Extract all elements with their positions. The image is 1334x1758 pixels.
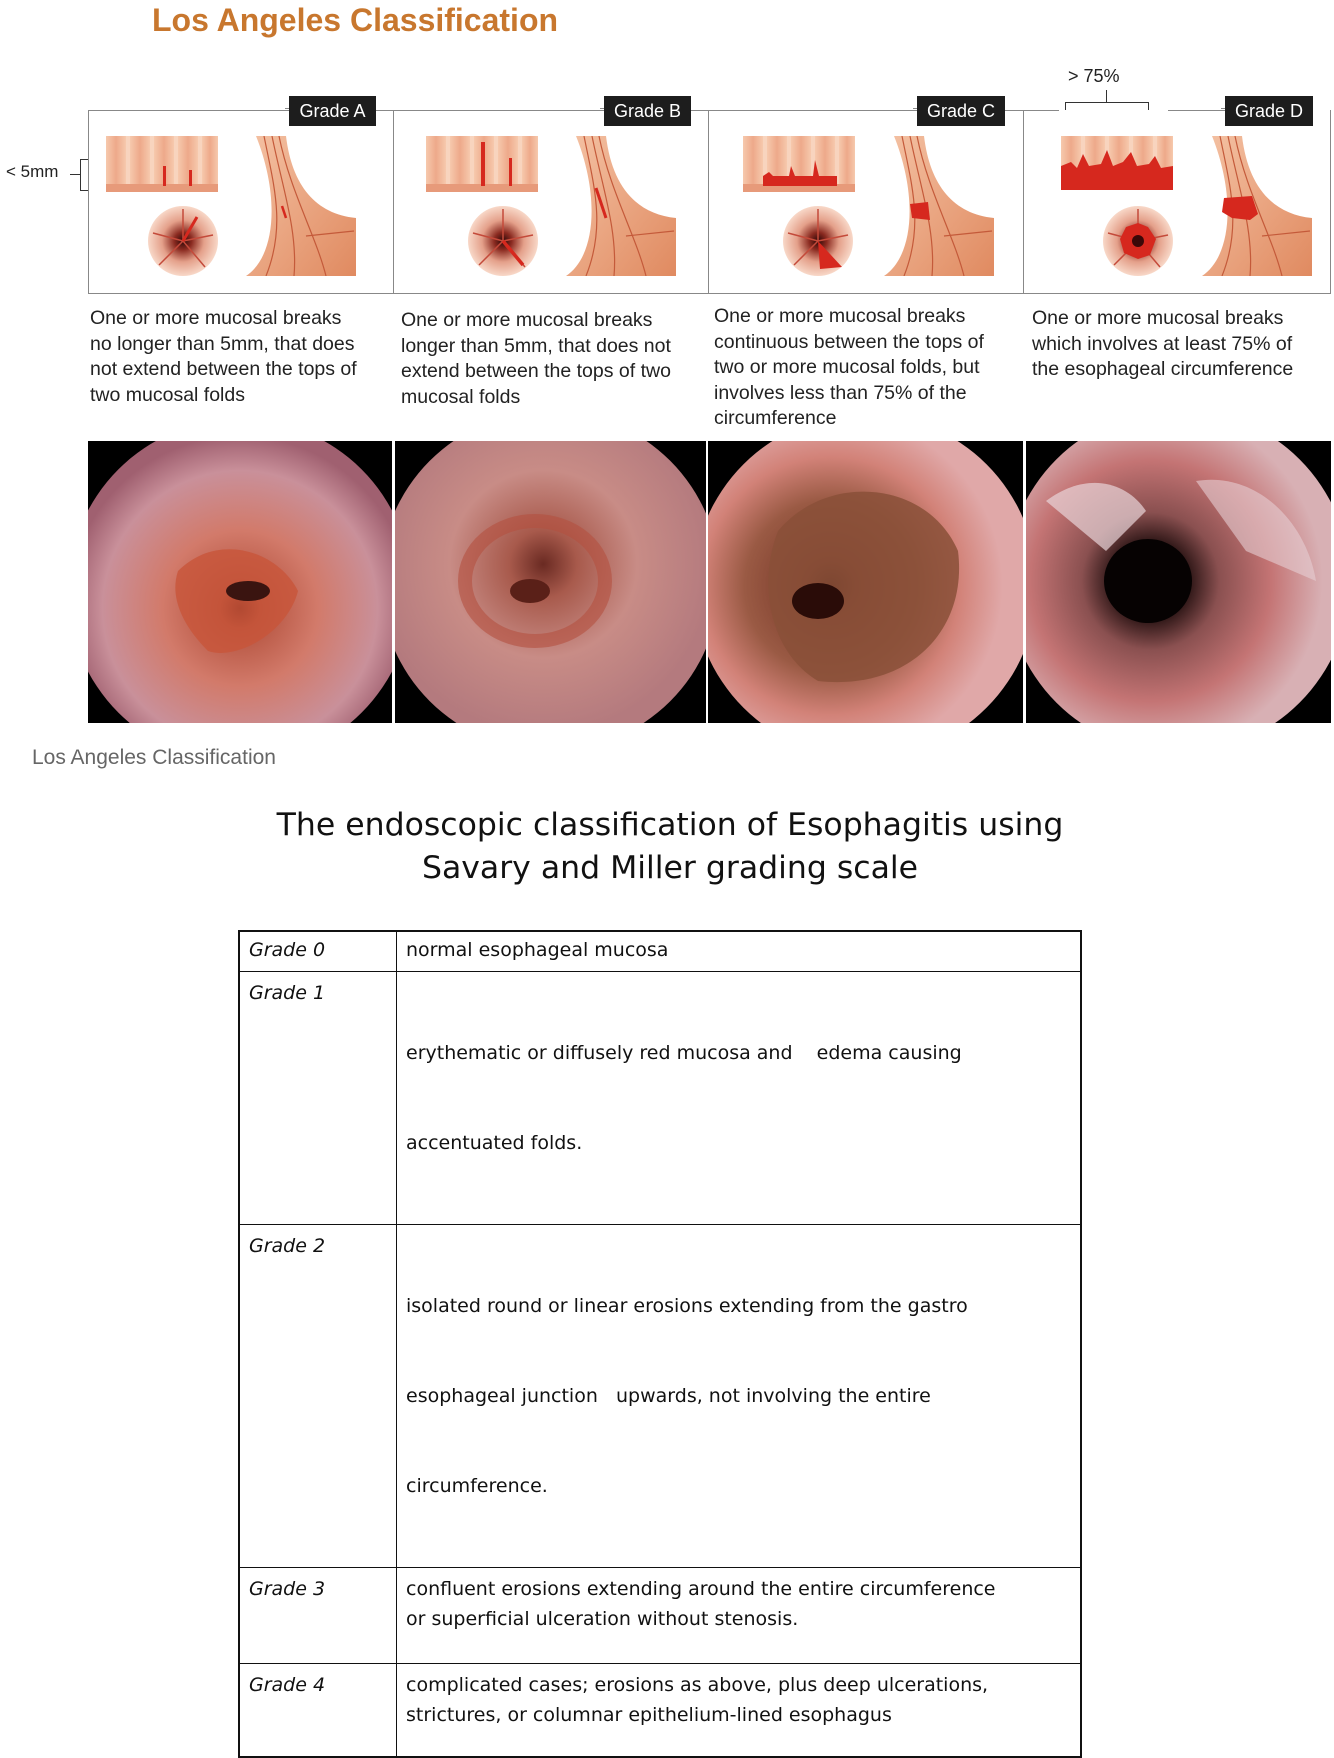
- description-line: strictures, or columnar epithelium-lined esophagus: [406, 1703, 892, 1726]
- grade-a-description: [90, 306, 386, 408]
- grade-d-lumen-illustration: [1102, 205, 1174, 277]
- grade-c-folds-illustration: [743, 136, 855, 194]
- grade-c-desc-line: circumference: [714, 407, 837, 429]
- description-cell: [397, 1567, 1082, 1663]
- table-row: [239, 931, 1081, 971]
- grade-b-desc-line: longer than 5mm, that does not: [401, 334, 671, 357]
- table-row: [239, 1567, 1081, 1663]
- description-cell: [397, 971, 1082, 1224]
- grade-b-desc-line: mucosal folds: [401, 385, 521, 408]
- description-cell: [397, 931, 1082, 971]
- description-line: or superficial ulceration without stenosis.: [406, 1607, 799, 1630]
- grade-a-folds-illustration: [106, 136, 218, 194]
- grade-b-description: [401, 308, 701, 410]
- figure-caption: Los Angeles Classification: [32, 746, 276, 769]
- table-row: [239, 1663, 1081, 1757]
- table-row: [239, 971, 1081, 1224]
- description-line: erythematic or diffusely red mucosa and edema causing: [406, 1041, 962, 1064]
- grade-a-lumen-illustration: [147, 205, 219, 277]
- grade-cell: Grade 0: [239, 931, 397, 971]
- grade-c-lumen-illustration: [782, 205, 854, 277]
- grade-d-desc-line: which involves at least 75% of: [1032, 332, 1293, 355]
- page-heading: Los Angeles Classification: [152, 2, 559, 38]
- circumference-label: > 75%: [1068, 66, 1120, 86]
- grade-b-lumen-illustration: [467, 205, 539, 277]
- grade-b-tag: Grade B: [604, 96, 691, 126]
- grade-d-panel-top-right: [1168, 110, 1228, 111]
- grade-c-esophagus-illustration: [884, 136, 994, 276]
- grade-a-desc-line: no longer than 5mm, that does: [90, 332, 355, 355]
- grade-d-panel-top-left: [1023, 110, 1059, 111]
- grade-a-tag: Grade A: [289, 96, 376, 126]
- grade-d-esophagus-illustration: [1202, 136, 1312, 276]
- grade-c-desc-line: continuous between the tops of: [714, 330, 984, 353]
- description-line: accentuated folds.: [406, 1131, 583, 1154]
- savary-title-line: Savary and Miller grading scale: [421, 850, 919, 886]
- length-bracket-line: [70, 174, 80, 175]
- grade-d-desc-line: One or more mucosal breaks: [1032, 307, 1284, 329]
- savary-miller-table: [238, 930, 1082, 1758]
- grade-b-endoscopy-image: [395, 441, 706, 723]
- grade-d-endoscopy-image: [1026, 441, 1331, 723]
- description-line: confluent erosions extending around the entire circumference: [406, 1577, 996, 1600]
- grade-c-desc-line: involves less than 75% of the: [714, 381, 967, 404]
- grade-d-tag: Grade D: [1225, 96, 1313, 126]
- grade-a-desc-line: One or more mucosal breaks: [90, 307, 342, 329]
- grade-c-tag: Grade C: [917, 96, 1005, 126]
- grade-c-desc-line: two or more mucosal folds, but: [714, 356, 980, 378]
- grade-c-description: [714, 304, 1018, 432]
- grade-b-folds-illustration: [426, 136, 538, 194]
- grade-cell: Grade 2: [239, 1224, 397, 1567]
- description-line: esophageal junction upwards, not involving the entire: [406, 1384, 931, 1407]
- savary-miller-title: [200, 804, 1140, 890]
- grade-c-endoscopy-image: [708, 441, 1023, 723]
- grade-a-desc-line: not extend between the tops of: [90, 358, 357, 380]
- grade-cell: Grade 1: [239, 971, 397, 1224]
- grade-a-desc-line: two mucosal folds: [90, 383, 245, 406]
- grade-cell: Grade 3: [239, 1567, 397, 1663]
- grade-c-desc-line: One or more mucosal breaks: [714, 305, 966, 327]
- length-label: < 5mm: [6, 162, 59, 181]
- savary-title-line: The endoscopic classification of Esophagitis using: [276, 807, 1064, 843]
- grade-cell: Grade 4: [239, 1663, 397, 1757]
- grade-a-endoscopy-image: [88, 441, 392, 723]
- grade-d-desc-line: the esophageal circumference: [1032, 358, 1294, 380]
- description-cell: [397, 1663, 1082, 1757]
- grade-a-esophagus-illustration: [246, 136, 356, 276]
- description-line: circumference.: [406, 1474, 548, 1497]
- description-line: complicated cases; erosions as above, plus deep ulcerations,: [406, 1673, 989, 1696]
- grade-d-folds-illustration: [1061, 136, 1173, 194]
- grade-b-desc-line: extend between the tops of two: [401, 360, 671, 382]
- grade-d-description: [1032, 306, 1328, 383]
- description-cell: [397, 1224, 1082, 1567]
- description-line: isolated round or linear erosions extending from the gastro: [406, 1294, 968, 1317]
- table-row: [239, 1224, 1081, 1567]
- description-line: normal esophageal mucosa: [406, 939, 669, 961]
- grade-b-esophagus-illustration: [566, 136, 676, 276]
- circumference-bracket-tick: [1106, 90, 1107, 102]
- grade-b-desc-line: One or more mucosal breaks: [401, 309, 653, 331]
